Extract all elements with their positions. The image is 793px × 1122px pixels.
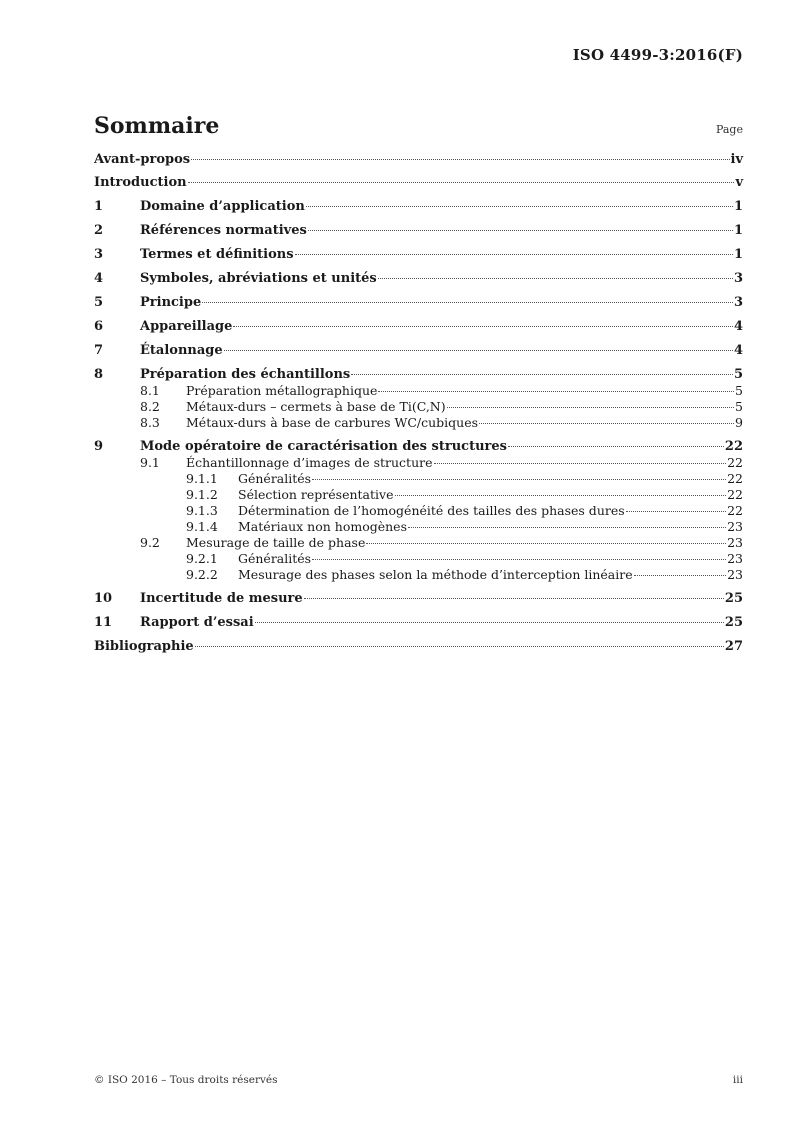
toc-entry-label: Mesurage des phases selon la méthode d’interception linéaire (238, 567, 633, 582)
toc-entry-number: 7 (94, 343, 104, 358)
page-column-label: Page (715, 123, 743, 136)
toc-entry-page: 22 (724, 439, 743, 454)
toc-entry-label: Préparation métallographique (186, 383, 378, 398)
toc-entry[interactable] (94, 415, 743, 430)
toc-title-row (94, 113, 743, 139)
toc-leader-dots (191, 159, 729, 160)
toc-entry-number: 10 (94, 591, 113, 606)
toc-leader-dots (508, 446, 724, 447)
toc-entry-label: Incertitude de mesure (140, 591, 303, 606)
toc-entry-page: 25 (724, 591, 743, 606)
toc-entry-number: 9.2.2 (186, 567, 218, 582)
toc-entry-page: 1 (733, 247, 743, 262)
toc-entry[interactable] (94, 551, 743, 566)
toc-entry-number: 9.1.4 (186, 519, 218, 534)
toc-leader-dots (188, 182, 735, 183)
toc-entry[interactable] (94, 367, 743, 382)
toc-entry-number: 6 (94, 319, 104, 334)
toc-entry-page: 3 (733, 271, 743, 286)
toc-entry-number: 2 (94, 223, 104, 238)
toc-entry[interactable] (94, 175, 743, 190)
toc-entry-number: 5 (94, 295, 104, 310)
toc-leader-dots (626, 511, 726, 512)
toc-entry[interactable] (94, 199, 743, 214)
toc-entry-label: Généralités (238, 471, 312, 486)
toc-entry[interactable] (94, 455, 743, 470)
toc-entry-label: Matériaux non homogènes (238, 519, 407, 534)
toc-entry-label: Détermination de l’homogénéité des tailles des phases dures (238, 503, 625, 518)
toc-entry-page: 5 (733, 367, 743, 382)
toc-entry-page: 22 (727, 455, 743, 470)
toc-leader-dots (224, 350, 733, 351)
toc-entry[interactable] (94, 519, 743, 534)
toc-leader-dots (378, 278, 733, 279)
toc-leader-dots (255, 622, 724, 623)
toc-entry[interactable] (94, 639, 743, 654)
toc-entry-page: 22 (727, 503, 743, 518)
toc-entry-page: 1 (733, 223, 743, 238)
toc-entry[interactable] (94, 471, 743, 486)
toc-entry-page: iv (730, 152, 743, 167)
toc-entry[interactable] (94, 503, 743, 518)
toc-entry[interactable] (94, 247, 743, 262)
toc-entry[interactable] (94, 319, 743, 334)
toc-leader-dots (366, 543, 726, 544)
toc-leader-dots (312, 559, 726, 560)
toc-entry-label: Échantillonnage d’images de structure (186, 455, 433, 470)
toc-entry-label: Principe (140, 295, 202, 310)
toc-entry-label: Sélection représentative (238, 487, 394, 502)
toc-entry-label: Domaine d’application (140, 199, 305, 214)
toc-entry-number: 8.3 (140, 415, 160, 430)
toc-entry-number: 9.1.2 (186, 487, 218, 502)
toc-entry-number: 3 (94, 247, 104, 262)
toc-entry[interactable] (94, 567, 743, 582)
toc-entry[interactable] (94, 399, 743, 414)
toc-leader-dots (351, 374, 733, 375)
toc-entry-label: Rapport d’essai (140, 615, 254, 630)
toc-leader-dots (195, 646, 724, 647)
toc-entry-page: 23 (727, 519, 743, 534)
toc-entry[interactable] (94, 343, 743, 358)
toc-entry[interactable] (94, 591, 743, 606)
toc-leader-dots (202, 302, 733, 303)
document-id: ISO 4499-3:2016(F) (572, 46, 743, 64)
toc-leader-dots (233, 326, 733, 327)
toc-entry-number: 8 (94, 367, 104, 382)
toc-entry-page: 4 (733, 319, 743, 334)
toc-entry-page: 22 (727, 471, 743, 486)
toc-entry[interactable] (94, 271, 743, 286)
toc-leader-dots (312, 479, 726, 480)
toc-leader-dots (447, 407, 734, 408)
toc-entry-label: Appareillage (140, 319, 233, 334)
toc-entry-label: Symboles, abréviations et unités (140, 271, 377, 286)
toc-leader-dots (378, 391, 734, 392)
toc-entry-label: Mode opératoire de caractérisation des structures (140, 439, 507, 454)
toc-entry-page: 9 (735, 415, 743, 430)
toc-entry-page: 25 (724, 615, 743, 630)
toc-entry-label: Généralités (238, 551, 312, 566)
toc-leader-dots (634, 575, 726, 576)
toc-entry-number: 4 (94, 271, 104, 286)
toc-entry-number: 9.1 (140, 455, 160, 470)
toc-entry-number: 9.1.3 (186, 503, 218, 518)
toc-entry-label: Métaux-durs à base de carbures WC/cubiques (186, 415, 479, 430)
toc-entry-label: Étalonnage (140, 343, 223, 358)
toc-entry-number: 1 (94, 199, 104, 214)
toc-entry-number: 8.2 (140, 399, 160, 414)
toc-entry-page: 1 (733, 199, 743, 214)
toc-entry[interactable] (94, 615, 743, 630)
page-footer (94, 1074, 743, 1086)
toc-entry-label: Mesurage de taille de phase (186, 535, 366, 550)
toc-leader-dots (479, 423, 734, 424)
toc-leader-dots (434, 463, 727, 464)
toc-entry[interactable] (94, 152, 743, 167)
toc-entry-number: 9.2 (140, 535, 160, 550)
toc-entry-page: v (735, 175, 743, 190)
toc-entry-page: 23 (727, 535, 743, 550)
toc-entry-page: 27 (724, 639, 743, 654)
toc-entry-label: Références normatives (140, 223, 307, 238)
toc-leader-dots (308, 230, 733, 231)
toc-entry[interactable] (94, 223, 743, 238)
toc-entry-page: 23 (727, 567, 743, 582)
toc-entry-page: 5 (735, 383, 743, 398)
toc-entry-label: Métaux-durs – cermets à base de Ti(C,N) (186, 399, 446, 414)
toc-entry-label: Termes et définitions (140, 247, 294, 262)
toc-leader-dots (295, 254, 733, 255)
toc-entry[interactable] (94, 383, 743, 398)
toc-leader-dots (304, 598, 724, 599)
toc-entry-number: 9 (94, 439, 104, 454)
toc-leader-dots (306, 206, 733, 207)
toc-entry-label: Avant-propos (94, 152, 191, 167)
toc-entry-label: Bibliographie (94, 639, 194, 654)
toc-entry-label: Préparation des échantillons (140, 367, 351, 382)
toc-entry[interactable] (94, 487, 743, 502)
toc-entry[interactable] (94, 439, 743, 454)
toc-entry-page: 4 (733, 343, 743, 358)
toc-entry-number: 11 (94, 615, 113, 630)
toc-entry[interactable] (94, 295, 743, 310)
toc-entry[interactable] (94, 535, 743, 550)
toc-entry-page: 22 (727, 487, 743, 502)
toc-entry-page: 23 (727, 551, 743, 566)
toc-entry-page: 5 (735, 399, 743, 414)
page-title: Sommaire (94, 113, 220, 139)
toc-leader-dots (408, 527, 726, 528)
toc-entry-number: 9.2.1 (186, 551, 218, 566)
copyright-notice: © ISO 2016 – Tous droits réservés (94, 1074, 278, 1086)
toc-entry-number: 8.1 (140, 383, 160, 398)
toc-entry-page: 3 (733, 295, 743, 310)
toc-entry-number: 9.1.1 (186, 471, 218, 486)
page-number: iii (732, 1074, 743, 1086)
toc-entry-label: Introduction (94, 175, 187, 190)
toc-leader-dots (395, 495, 727, 496)
